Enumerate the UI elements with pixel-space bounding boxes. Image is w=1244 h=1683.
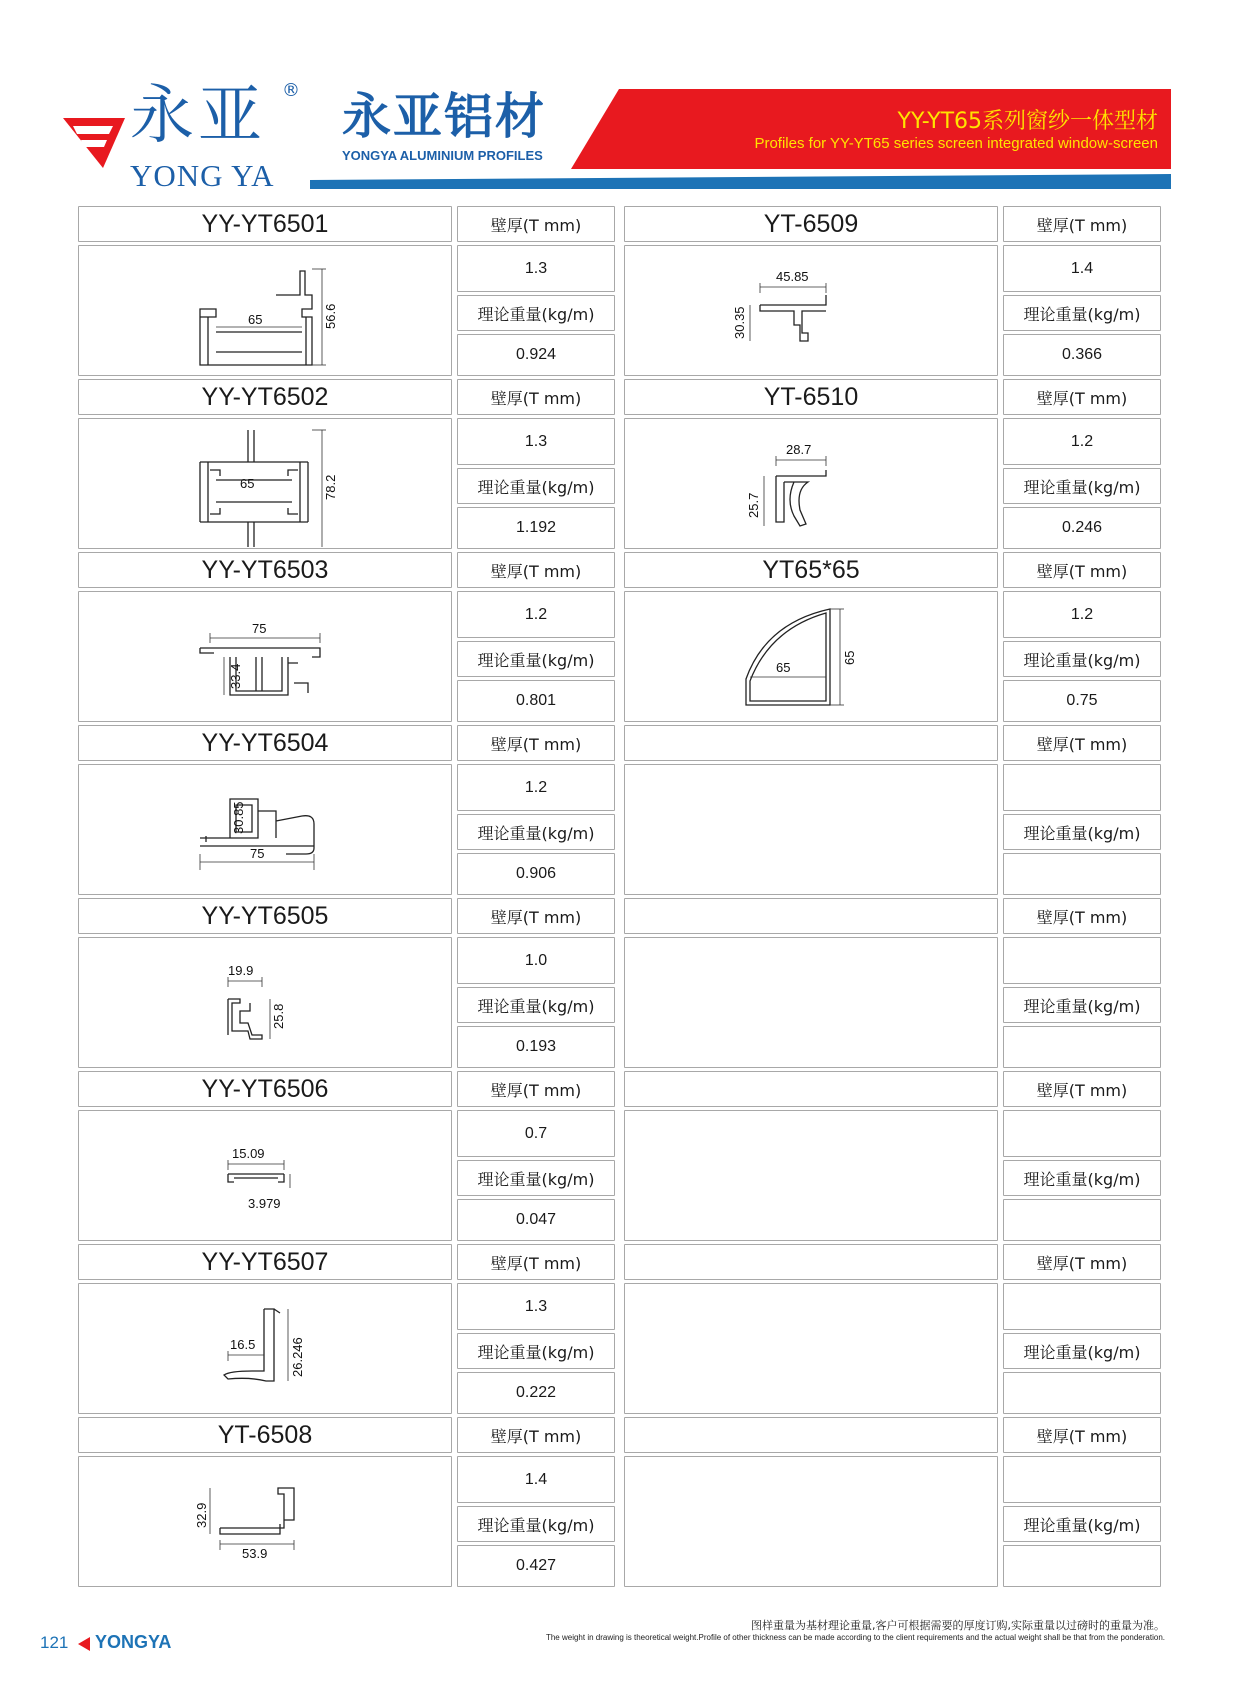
thickness-label-cell bbox=[457, 898, 615, 934]
weight-label: 理论重量(kg/m) bbox=[1023, 650, 1141, 670]
profile-section-drawing bbox=[626, 420, 996, 547]
profile-drawing bbox=[78, 591, 452, 722]
thickness-label-cell bbox=[457, 379, 615, 415]
weight-value-cell bbox=[457, 507, 615, 549]
svg-text:32.9: 32.9 bbox=[194, 1502, 209, 1528]
weight-value-cell bbox=[457, 1545, 615, 1587]
thickness-label: 壁厚(T mm) bbox=[490, 1080, 582, 1100]
weight-label: 理论重量(kg/m) bbox=[477, 1169, 595, 1189]
company-name-cn: 永亚铝材 bbox=[342, 88, 547, 145]
thickness-label-cell bbox=[457, 1417, 615, 1453]
thickness-label-cell bbox=[1003, 379, 1161, 415]
profile-model-title bbox=[624, 725, 998, 761]
profile-drawing bbox=[78, 764, 452, 895]
svg-text:65: 65 bbox=[248, 312, 263, 327]
weight-note-cn: 图样重量为基材理论重量,客户可根据需要的厚度订购,实际重量以过磅时的重量为准。 bbox=[751, 1619, 1165, 1632]
weight-label-cell bbox=[457, 987, 615, 1023]
model-code: YT-6508 bbox=[217, 1420, 313, 1449]
weight-value: 0.427 bbox=[515, 1557, 557, 1574]
thickness-label: 壁厚(T mm) bbox=[1036, 1253, 1128, 1273]
thickness-value: 1.2 bbox=[524, 778, 548, 796]
model-code: YY-YT6506 bbox=[201, 1074, 329, 1103]
svg-text:25.8: 25.8 bbox=[271, 1003, 286, 1029]
weight-label-cell bbox=[457, 1506, 615, 1542]
svg-text:28.7: 28.7 bbox=[786, 442, 812, 457]
weight-value: 0.193 bbox=[515, 1038, 557, 1055]
weight-label-cell bbox=[1003, 295, 1161, 331]
weight-label-cell bbox=[457, 814, 615, 850]
weight-label-cell bbox=[1003, 987, 1161, 1023]
profile-section-drawing bbox=[626, 1458, 996, 1585]
weight-label: 理论重量(kg/m) bbox=[1023, 996, 1141, 1016]
thickness-value-cell bbox=[457, 764, 615, 811]
thickness-value-cell bbox=[1003, 764, 1161, 811]
weight-value: 0.366 bbox=[1061, 346, 1103, 363]
svg-text:65: 65 bbox=[842, 650, 857, 665]
weight-value-cell bbox=[457, 680, 615, 722]
profile-section-drawing bbox=[80, 766, 450, 893]
thickness-label-cell bbox=[1003, 206, 1161, 242]
weight-label-cell bbox=[457, 468, 615, 504]
profile-drawing bbox=[78, 418, 452, 549]
svg-text:78.2: 78.2 bbox=[323, 474, 338, 500]
weight-label-cell bbox=[457, 641, 615, 677]
profile-section-drawing bbox=[626, 766, 996, 893]
profile-model-title bbox=[624, 552, 998, 588]
thickness-value: 1.3 bbox=[524, 259, 548, 277]
svg-text:16.5: 16.5 bbox=[230, 1337, 256, 1352]
model-code: YY-YT6504 bbox=[201, 728, 329, 757]
weight-value-cell bbox=[1003, 1026, 1161, 1068]
profile-section-drawing bbox=[626, 593, 996, 720]
thickness-label-cell bbox=[1003, 898, 1161, 934]
weight-value-cell bbox=[1003, 334, 1161, 376]
weight-label-cell bbox=[457, 295, 615, 331]
weight-label: 理论重量(kg/m) bbox=[477, 1515, 595, 1535]
profile-drawing bbox=[78, 1456, 452, 1587]
thickness-value-cell bbox=[457, 1456, 615, 1503]
svg-text:19.9: 19.9 bbox=[228, 963, 254, 978]
thickness-label: 壁厚(T mm) bbox=[490, 1253, 582, 1273]
svg-text:65: 65 bbox=[240, 476, 255, 491]
thickness-value-cell bbox=[457, 1283, 615, 1330]
weight-label-cell bbox=[1003, 1506, 1161, 1542]
weight-label: 理论重量(kg/m) bbox=[1023, 1515, 1141, 1535]
thickness-label: 壁厚(T mm) bbox=[1036, 1426, 1128, 1446]
weight-value: 1.192 bbox=[515, 519, 557, 536]
weight-label: 理论重量(kg/m) bbox=[1023, 1169, 1141, 1189]
thickness-value-cell bbox=[457, 418, 615, 465]
thickness-value: 1.0 bbox=[524, 951, 548, 969]
weight-label-cell bbox=[457, 1333, 615, 1369]
profile-model-title bbox=[624, 1417, 998, 1453]
weight-value: 0.801 bbox=[515, 692, 557, 709]
model-code: YY-YT6507 bbox=[201, 1247, 329, 1276]
svg-text:30.85: 30.85 bbox=[231, 801, 246, 834]
weight-label-cell bbox=[457, 1160, 615, 1196]
svg-text:45.85: 45.85 bbox=[776, 269, 809, 284]
thickness-label: 壁厚(T mm) bbox=[1036, 561, 1128, 581]
thickness-label: 壁厚(T mm) bbox=[1036, 734, 1128, 754]
weight-value: 0.246 bbox=[1061, 519, 1103, 536]
svg-text:65: 65 bbox=[776, 660, 791, 675]
company-name-en: YONGYA ALUMINIUM PROFILES bbox=[342, 148, 543, 163]
weight-value: 0.047 bbox=[515, 1211, 557, 1228]
thickness-value: 1.4 bbox=[1070, 259, 1094, 277]
profile-drawing bbox=[624, 1456, 998, 1587]
weight-value-cell bbox=[1003, 507, 1161, 549]
thickness-value-cell bbox=[457, 937, 615, 984]
thickness-label: 壁厚(T mm) bbox=[490, 561, 582, 581]
weight-label: 理论重量(kg/m) bbox=[477, 823, 595, 843]
profile-model-title bbox=[624, 379, 998, 415]
weight-value-cell bbox=[1003, 1545, 1161, 1587]
weight-label-cell bbox=[1003, 468, 1161, 504]
weight-value: 0.906 bbox=[515, 865, 557, 882]
model-code: YT65*65 bbox=[762, 555, 860, 584]
model-code: YT-6510 bbox=[763, 382, 859, 411]
profile-section-drawing bbox=[80, 1112, 450, 1239]
thickness-value: 1.2 bbox=[1070, 605, 1094, 623]
profile-model-title bbox=[78, 1417, 452, 1453]
profile-model-title bbox=[78, 898, 452, 934]
profile-drawing bbox=[78, 937, 452, 1068]
thickness-label: 壁厚(T mm) bbox=[1036, 215, 1128, 235]
weight-label-cell bbox=[1003, 641, 1161, 677]
profile-drawing bbox=[624, 937, 998, 1068]
thickness-label-cell bbox=[1003, 1417, 1161, 1453]
yongya-logo-mark bbox=[63, 118, 125, 168]
profile-model-title bbox=[78, 379, 452, 415]
weight-value: 0.924 bbox=[515, 346, 557, 363]
profile-model-title bbox=[624, 1244, 998, 1280]
profile-section-drawing bbox=[80, 593, 450, 720]
profile-drawing bbox=[624, 764, 998, 895]
profile-section-drawing bbox=[80, 1285, 450, 1412]
profile-model-title bbox=[624, 898, 998, 934]
svg-text:75: 75 bbox=[250, 846, 265, 861]
svg-text:53.9: 53.9 bbox=[242, 1546, 268, 1561]
weight-note-en: The weight in drawing is theoretical weight.Profile of other thickness can be made according to the client requirements and the actual weight shall be that from the ponderation. bbox=[545, 1633, 1165, 1642]
profile-section-drawing bbox=[626, 1112, 996, 1239]
weight-value-cell bbox=[1003, 853, 1161, 895]
weight-label: 理论重量(kg/m) bbox=[1023, 477, 1141, 497]
thickness-value-cell bbox=[1003, 245, 1161, 292]
thickness-value-cell bbox=[1003, 937, 1161, 984]
thickness-label: 壁厚(T mm) bbox=[1036, 1080, 1128, 1100]
profile-model-title bbox=[78, 206, 452, 242]
svg-text:3.979: 3.979 bbox=[248, 1196, 281, 1211]
weight-label: 理论重量(kg/m) bbox=[1023, 304, 1141, 324]
model-code: YY-YT6503 bbox=[201, 555, 329, 584]
profile-model-title bbox=[78, 725, 452, 761]
profile-drawing bbox=[624, 1110, 998, 1241]
profile-section-drawing bbox=[626, 939, 996, 1066]
thickness-label-cell bbox=[457, 1244, 615, 1280]
series-title-cn: YY-YT65系列窗纱一体型材 bbox=[897, 109, 1158, 134]
thickness-label: 壁厚(T mm) bbox=[490, 215, 582, 235]
profile-drawing bbox=[78, 245, 452, 376]
profile-drawing bbox=[78, 1283, 452, 1414]
weight-value: 0.222 bbox=[515, 1384, 557, 1401]
thickness-value: 1.3 bbox=[524, 1297, 548, 1315]
thickness-label: 壁厚(T mm) bbox=[490, 1426, 582, 1446]
profile-drawing bbox=[624, 418, 998, 549]
profile-model-title bbox=[624, 206, 998, 242]
weight-label: 理论重量(kg/m) bbox=[1023, 823, 1141, 843]
profile-section-drawing bbox=[80, 420, 450, 547]
brand-name-en: YONG YA bbox=[130, 158, 275, 193]
thickness-value-cell bbox=[457, 245, 615, 292]
arrow-left-icon bbox=[78, 1637, 90, 1651]
registered-mark: ® bbox=[282, 80, 300, 101]
thickness-value-cell bbox=[457, 1110, 615, 1157]
thickness-label-cell bbox=[1003, 725, 1161, 761]
thickness-value: 0.7 bbox=[524, 1124, 548, 1142]
weight-value-cell bbox=[457, 853, 615, 895]
profile-model-title bbox=[78, 1071, 452, 1107]
thickness-value: 1.3 bbox=[524, 432, 548, 450]
svg-text:26.246: 26.246 bbox=[290, 1337, 305, 1377]
profile-section-drawing bbox=[626, 1285, 996, 1412]
weight-label: 理论重量(kg/m) bbox=[477, 304, 595, 324]
thickness-label: 壁厚(T mm) bbox=[490, 907, 582, 927]
weight-value-cell bbox=[457, 334, 615, 376]
profile-model-title bbox=[78, 552, 452, 588]
thickness-value: 1.2 bbox=[524, 605, 548, 623]
thickness-label: 壁厚(T mm) bbox=[490, 388, 582, 408]
weight-value-cell bbox=[1003, 680, 1161, 722]
profile-drawing bbox=[624, 245, 998, 376]
weight-label-cell bbox=[1003, 814, 1161, 850]
weight-label-cell bbox=[1003, 1160, 1161, 1196]
thickness-value: 1.2 bbox=[1070, 432, 1094, 450]
svg-text:30.35: 30.35 bbox=[732, 306, 747, 339]
profile-section-drawing bbox=[80, 1458, 450, 1585]
profile-model-title bbox=[624, 1071, 998, 1107]
weight-value: 0.75 bbox=[1066, 692, 1098, 709]
thickness-value-cell bbox=[1003, 591, 1161, 638]
profile-drawing bbox=[78, 1110, 452, 1241]
thickness-label-cell bbox=[457, 725, 615, 761]
svg-text:75: 75 bbox=[252, 621, 267, 636]
profile-model-title bbox=[78, 1244, 452, 1280]
thickness-label-cell bbox=[1003, 552, 1161, 588]
weight-value-cell bbox=[1003, 1199, 1161, 1241]
thickness-value-cell bbox=[1003, 1110, 1161, 1157]
model-code: YY-YT6502 bbox=[201, 382, 329, 411]
weight-label: 理论重量(kg/m) bbox=[477, 477, 595, 497]
thickness-label: 壁厚(T mm) bbox=[490, 734, 582, 754]
model-code: YY-YT6501 bbox=[201, 209, 329, 238]
thickness-label-cell bbox=[1003, 1244, 1161, 1280]
brand-name-cn: 永亚 bbox=[130, 79, 266, 153]
header-divider-bar bbox=[310, 174, 1171, 189]
weight-label: 理论重量(kg/m) bbox=[477, 996, 595, 1016]
thickness-value-cell bbox=[1003, 1283, 1161, 1330]
profile-drawing bbox=[624, 1283, 998, 1414]
weight-value-cell bbox=[457, 1199, 615, 1241]
series-title-en: Profiles for YY-YT65 series screen integrated window-screen bbox=[754, 135, 1158, 152]
profile-section-drawing bbox=[626, 247, 996, 374]
weight-label: 理论重量(kg/m) bbox=[1023, 1342, 1141, 1362]
thickness-label: 壁厚(T mm) bbox=[1036, 907, 1128, 927]
profile-drawing bbox=[624, 591, 998, 722]
model-code: YY-YT6505 bbox=[201, 901, 329, 930]
thickness-label-cell bbox=[457, 206, 615, 242]
weight-value-cell bbox=[457, 1026, 615, 1068]
thickness-label: 壁厚(T mm) bbox=[1036, 388, 1128, 408]
thickness-label-cell bbox=[457, 552, 615, 588]
model-code: YT-6509 bbox=[763, 209, 859, 238]
thickness-value: 1.4 bbox=[524, 1470, 548, 1488]
thickness-label-cell bbox=[1003, 1071, 1161, 1107]
page-number: 121 bbox=[40, 1633, 69, 1652]
svg-text:33.4: 33.4 bbox=[228, 663, 243, 689]
thickness-value-cell bbox=[457, 591, 615, 638]
weight-value-cell bbox=[1003, 1372, 1161, 1414]
thickness-value-cell bbox=[1003, 1456, 1161, 1503]
thickness-value-cell bbox=[1003, 418, 1161, 465]
profile-section-drawing bbox=[80, 939, 450, 1066]
svg-text:56.6: 56.6 bbox=[323, 303, 338, 329]
profile-section-drawing bbox=[80, 247, 450, 374]
weight-label: 理论重量(kg/m) bbox=[477, 650, 595, 670]
svg-text:15.09: 15.09 bbox=[232, 1146, 265, 1161]
svg-text:25.7: 25.7 bbox=[746, 492, 761, 518]
weight-label: 理论重量(kg/m) bbox=[477, 1342, 595, 1362]
weight-label-cell bbox=[1003, 1333, 1161, 1369]
thickness-label-cell bbox=[457, 1071, 615, 1107]
weight-value-cell bbox=[457, 1372, 615, 1414]
footer-brand: YONGYA bbox=[95, 1632, 172, 1652]
